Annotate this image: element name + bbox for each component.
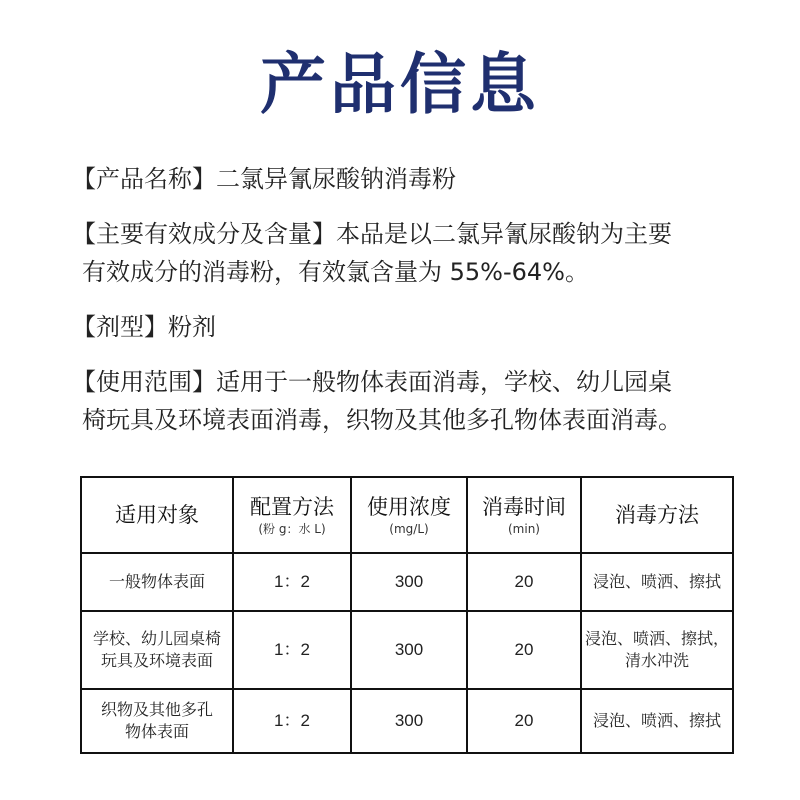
- header-concentration: 使用浓度 (mg/L): [351, 477, 467, 553]
- cell-concentration: 300: [351, 689, 467, 753]
- cell-target: 学校、幼儿园桌椅 玩具及环境表面: [81, 611, 233, 689]
- header-method: 消毒方法: [581, 477, 733, 553]
- page-title: 产品信息: [260, 46, 540, 123]
- cell-target: 一般物体表面: [81, 553, 233, 611]
- form-label: 【剂型】: [72, 313, 168, 341]
- table-row: [81, 611, 733, 689]
- cell-method: 浸泡、喷洒、擦拭， 清水冲洗: [581, 611, 733, 689]
- scope-line: [72, 363, 762, 439]
- cell-method: 浸泡、喷洒、擦拭: [581, 553, 733, 611]
- header-target: 适用对象: [81, 477, 233, 553]
- cell-time: 20: [467, 611, 581, 689]
- table-row: [81, 689, 733, 753]
- table-row: [81, 553, 733, 611]
- scope-text-2: 椅玩具及环境表面消毒，织物及其他多孔物体表面消毒。: [82, 406, 682, 434]
- cell-time: 20: [467, 553, 581, 611]
- scope-label: 【使用范围】: [72, 368, 216, 396]
- cell-concentration: 300: [351, 611, 467, 689]
- ingredient-line: [72, 215, 762, 291]
- ingredient-label: 【主要有效成分及含量】: [72, 220, 336, 248]
- ingredient-text-1: 本品是以二氯异氰尿酸钠为主要: [336, 220, 672, 248]
- form-line: [72, 308, 762, 346]
- cell-ratio: 1：2: [233, 553, 351, 611]
- product-name-label: 【产品名称】: [72, 165, 216, 193]
- header-time: 消毒时间 (min): [467, 477, 581, 553]
- table-header-row: [81, 477, 733, 553]
- product-info: [72, 160, 762, 456]
- ingredient-text-2: 有效成分的消毒粉，有效氯含量为 55%-64%。: [82, 258, 589, 286]
- cell-ratio: 1：2: [233, 611, 351, 689]
- cell-ratio: 1：2: [233, 689, 351, 753]
- cell-method: 浸泡、喷洒、擦拭: [581, 689, 733, 753]
- scope-text-1: 适用于一般物体表面消毒，学校、幼儿园桌: [216, 368, 672, 396]
- cell-time: 20: [467, 689, 581, 753]
- cell-target: 织物及其他多孔 物体表面: [81, 689, 233, 753]
- product-name-value: 二氯异氰尿酸钠消毒粉: [216, 165, 456, 193]
- form-value: 粉剂: [168, 313, 216, 341]
- product-name-line: [72, 160, 762, 198]
- cell-concentration: 300: [351, 553, 467, 611]
- header-ratio: 配置方法 (粉 g：水 L): [233, 477, 351, 553]
- usage-table: [80, 476, 734, 754]
